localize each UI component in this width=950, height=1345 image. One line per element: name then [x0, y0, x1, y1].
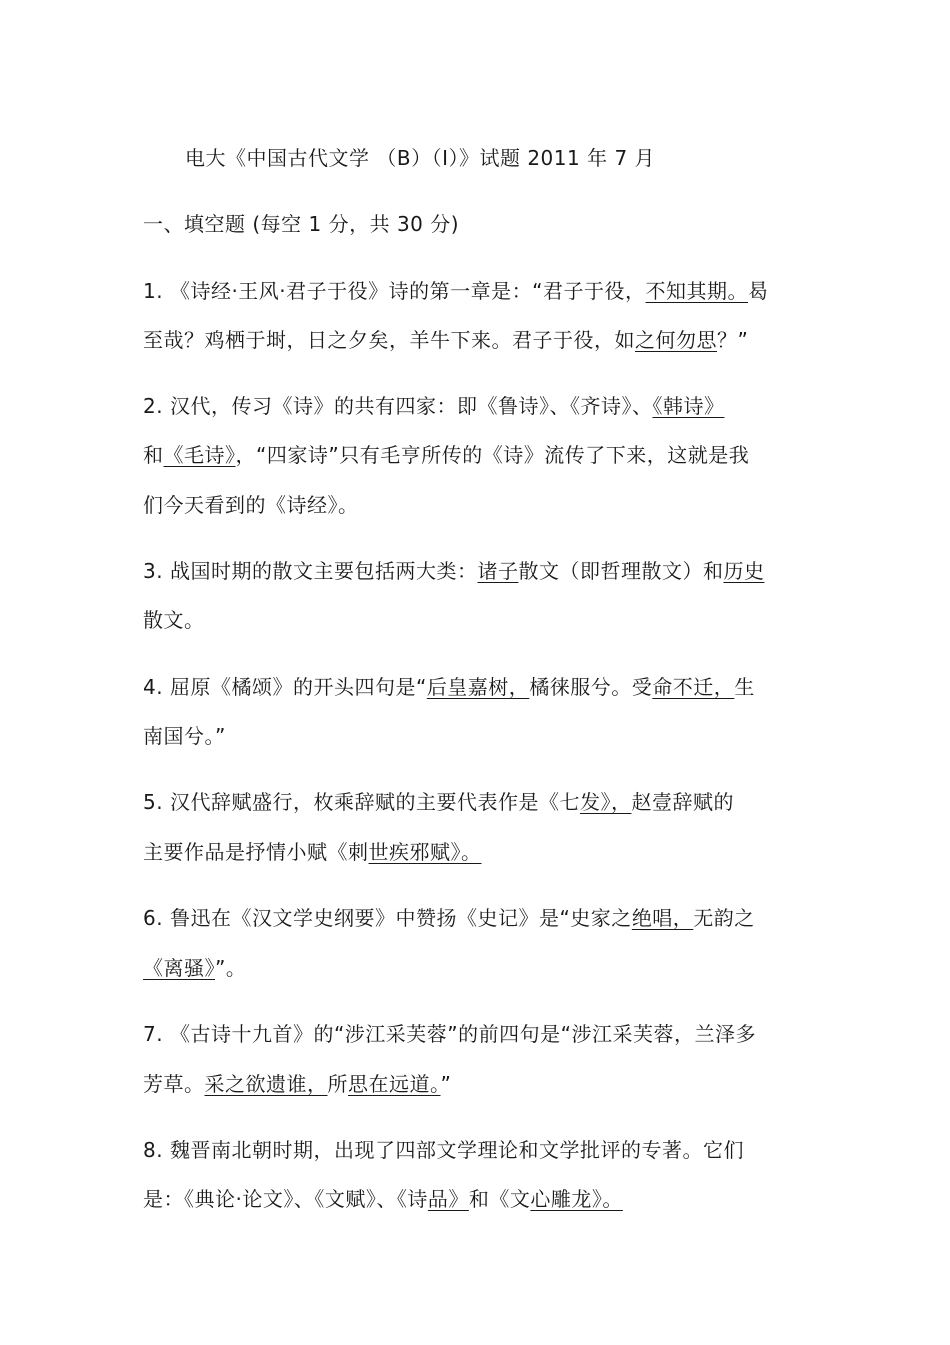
question-7-line-2: 芳草。采之欲遗谁，所思在远道。” [143, 1072, 452, 1096]
question-2-line-1: 2. 汉代，传习《诗》的共有四家：即《鲁诗》、《齐诗》、《韩诗》 [143, 394, 725, 418]
answer-blank: 命不迁， [652, 675, 735, 699]
answer-blank: 《韩诗》 [652, 394, 725, 418]
question-6-line-1: 6. 鲁迅在《汉文学史纲要》中赞扬《史记》是“史家之绝唱，无韵之 [143, 906, 755, 930]
question-3-line-2: 散文。 [143, 608, 205, 632]
question-6-line-2: 《离骚》”。 [143, 956, 247, 980]
section-heading: 一、填空题 (每空 1 分，共 30 分) [143, 212, 460, 236]
answer-blank: 思在远道。 [348, 1072, 441, 1096]
answer-blank: 后皇嘉树， [426, 675, 530, 699]
question-2-line-2: 和《毛诗》，“四家诗”只有毛亨所传的《诗》流传了下来，这就是我 [143, 443, 750, 467]
question-7-line-1: 7. 《古诗十九首》的“涉江采芙蓉”的前四句是“涉江采芙蓉，兰泽多 [143, 1022, 757, 1046]
question-8-line-2: 是：《典论·论文》、《文赋》、《诗品》和《文心雕龙》。 [143, 1187, 623, 1211]
question-4-line-2: 南国兮。” [143, 724, 226, 748]
answer-blank: 采之欲遗谁， [204, 1072, 328, 1096]
answer-blank: 不知其期。 [645, 279, 749, 303]
answer-blank: 《毛诗》 [163, 443, 236, 467]
question-1-line-1: 1. 《诗经·王风·君子于役》诗的第一章是：“君子于役，不知其期。曷 [143, 279, 769, 303]
question-5-line-1: 5. 汉代辞赋盛行，枚乘辞赋的主要代表作是《七发》，赵壹辞赋的 [143, 790, 734, 814]
answer-blank: 绝唱， [631, 906, 694, 930]
answer-blank: 心雕龙》。 [530, 1187, 623, 1211]
answer-blank: 发》， [579, 790, 632, 814]
question-4-line-1: 4. 屈原《橘颂》的开头四句是“后皇嘉树，橘徕服兮。受命不迁，生 [143, 675, 755, 699]
question-3-line-1: 3. 战国时期的散文主要包括两大类：诸子散文（即哲理散文）和历史 [143, 559, 765, 583]
answer-blank: 世疾邪赋》。 [368, 840, 482, 864]
answer-blank: 品》 [427, 1187, 469, 1211]
question-5-line-2: 主要作品是抒情小赋《刺世疾邪赋》。 [143, 840, 482, 864]
question-2-line-3: 们今天看到的《诗经》。 [143, 493, 359, 517]
answer-blank: 《离骚》 [143, 956, 215, 980]
question-8-line-1: 8. 魏晋南北朝时期，出现了四部文学理论和文学批评的专著。它们 [143, 1138, 744, 1162]
answer-blank: 历史 [723, 559, 765, 583]
answer-blank: 之何勿思 [635, 328, 717, 352]
question-1-line-2: 至哉？鸡栖于埘，日之夕矣，羊牛下来。君子于役，如之何勿思？” [143, 328, 749, 352]
answer-blank: 诸子 [477, 559, 519, 583]
exam-title: 电大《中国古代文学 （B）（I）》试题 2011 年 7 月 [185, 146, 656, 170]
